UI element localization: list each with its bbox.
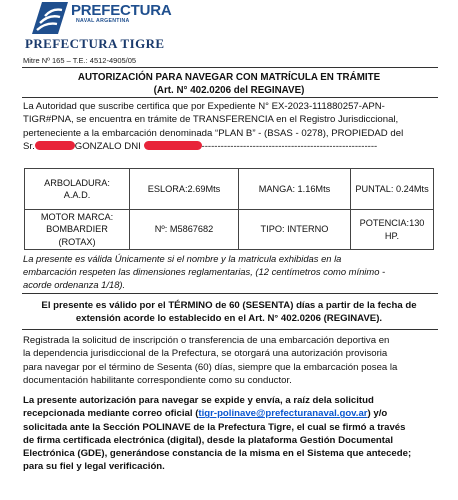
intro-paragraph <box>23 100 435 153</box>
arboladura-label: ARBOLADURA: <box>44 177 110 188</box>
engine-number-cell: Nº: M5867682 <box>130 210 239 250</box>
validity-term <box>0 299 458 326</box>
brand-subtitle: NAVAL ARGENTINA <box>76 18 130 24</box>
title-line-1: AUTORIZACIÓN PARA NAVEGAR CON MATRÍCULA EN TRÁMITE <box>77 72 381 83</box>
engine-type-cell: TIPO: INTERNO <box>239 210 351 250</box>
redaction-mark <box>144 141 202 150</box>
motor-cell <box>25 210 130 250</box>
prefectura-logo <box>22 2 172 54</box>
prefectura-emblem-icon <box>32 2 68 34</box>
brand-name: PREFECTURA <box>71 2 172 19</box>
vessel-specs-table <box>24 168 434 250</box>
registration-line-2: la dependencia jurisdiccional de la Prefectura, se otorgará una autorización provisoria <box>23 348 388 360</box>
issuance-line-1: La presente autorización para navegar se expide y envía, a raíz dela solicitud <box>23 395 374 406</box>
owner-name: GONZALO DNI <box>74 140 141 152</box>
registration-line-3: para navegar por el término de Sesenta (60) días, siempre que la embarcación posea la <box>23 361 398 373</box>
intro-line-3: perteneciente a la embarcación denominada “PLAN B” - (BSAS - 0278), PROPIEDAD del <box>23 127 404 139</box>
motor-label: MOTOR MARCA: <box>40 211 114 222</box>
motor-value: BOMBARDIER (ROTAX) <box>46 224 108 247</box>
owner-prefix: Sr. <box>23 140 35 152</box>
puntal-cell: PUNTAL: 0.24Mts <box>351 169 434 210</box>
note-line-1: La presente es válida Únicamente si el nombre y la matricula exhibidas en la <box>23 253 342 264</box>
arboladura-cell <box>25 169 130 210</box>
issuance-line-2-end: ) y/o <box>367 408 388 420</box>
arboladura-value: A.A.D. <box>63 190 91 200</box>
table-row <box>25 169 434 210</box>
intro-line-1: La Autoridad que suscribe certifica que por Expediente N° EX-2023-111880257-APN- <box>23 101 385 112</box>
fill-dashes: ------------------------------------------------------- <box>201 140 378 152</box>
contact-line: Mitre Nº 165 – T.E.: 4512-4905/05 <box>23 56 137 65</box>
manga-cell: MANGA: 1.16Mts <box>239 169 351 210</box>
header-divider <box>22 67 438 68</box>
official-email-link[interactable]: tigr-polinave@prefecturanaval.gov.ar <box>198 408 368 420</box>
registration-paragraph <box>23 334 435 387</box>
redaction-mark <box>35 141 75 150</box>
issuance-line-4: de firma certificada electrónica (digital), desde la plataforma Gestión Documental <box>23 434 393 446</box>
issuance-paragraph <box>23 394 435 474</box>
power-cell: POTENCIA:130 HP. <box>351 210 434 250</box>
note-divider <box>22 293 438 294</box>
title-divider <box>22 97 438 98</box>
note-line-2: embarcación respeten las dimensiones reglamentarias, (12 centímetros como mínimo - <box>23 265 386 277</box>
issuance-line-2 <box>23 407 435 420</box>
registration-line-1: Registrada la solicitud de inscripción o transferencia de una embarcación deportiva en <box>23 335 390 346</box>
intro-line-2: TIGR#PNA, se encuentra en trámite de TRANSFERENCIA en el Registro Jurisdiccional, <box>23 114 399 126</box>
title-line-2: (Art. N° 402.0206 del REGINAVE) <box>153 85 305 96</box>
note-line-3: acorde ordenanza 1/18). <box>23 278 126 290</box>
issuance-line-6: para su fiel y legal verificación. <box>23 461 165 473</box>
intro-line-4 <box>23 140 435 153</box>
validity-line-2: extensión acorde lo establecido en el Art. N° 402.0206 (REGINAVE). <box>75 313 383 325</box>
issuance-line-5: Electrónica (GDE), generándose constancia de la misma en el Sistema que antecede; <box>23 448 412 460</box>
issuance-line-3: solicitada ante la Sección POLINAVE de la Prefectura Tigre, el cual se firmó a través <box>23 421 406 433</box>
unit-name: PREFECTURA TIGRE <box>25 36 165 51</box>
document-title <box>0 71 458 97</box>
validity-line-1: El presente es válido por el TÉRMINO de 60 (SESENTA) días a partir de la fecha de <box>41 300 417 311</box>
issuance-line-2-start: recepcionada mediante correo oficial ( <box>23 408 199 420</box>
registration-line-4: documentación habilitante correspondiente como su conductor. <box>23 374 292 386</box>
validity-divider <box>22 329 438 330</box>
validity-note <box>23 253 435 291</box>
table-row <box>25 210 434 250</box>
eslora-cell: ESLORA:2.69Mts <box>130 169 239 210</box>
